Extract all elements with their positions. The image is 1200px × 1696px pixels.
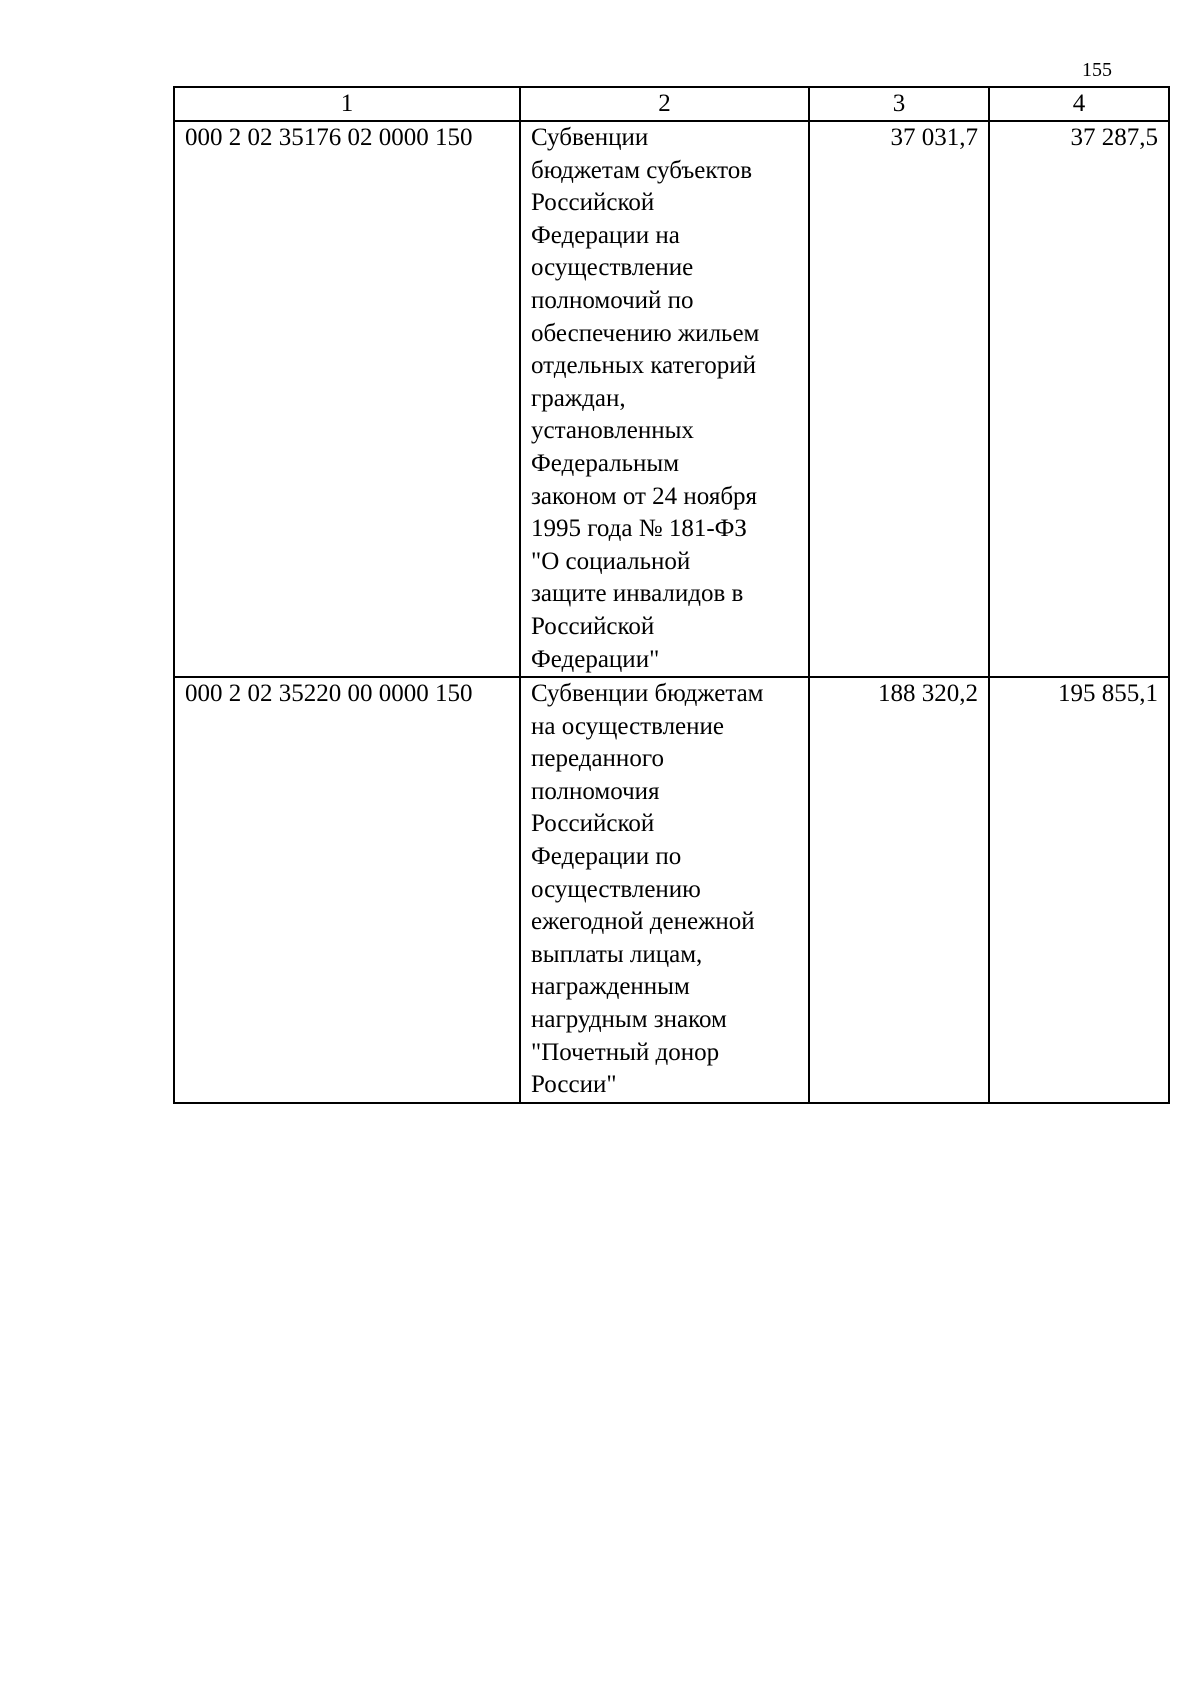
budget-code-cell: 000 2 02 35220 00 0000 150 <box>174 677 520 1103</box>
column-header-4: 4 <box>989 87 1169 121</box>
table-row <box>174 677 1169 1103</box>
description-line: Российской <box>531 810 655 838</box>
description-line: Федерации на <box>531 221 680 249</box>
description-line: нагрудным знаком <box>531 1006 727 1034</box>
description-line: ежегодной денежной <box>531 908 755 936</box>
description-cell <box>520 121 809 677</box>
description-line: на осуществление <box>531 712 725 740</box>
description-line: 1995 года № 181-ФЗ <box>531 515 747 543</box>
value-cell-col4: 37 287,5 <box>989 121 1169 677</box>
description-line: Субвенции <box>531 124 649 151</box>
description-line: законом от 24 ноября <box>531 482 758 510</box>
table-row <box>174 121 1169 677</box>
page-number: 155 <box>1082 59 1112 81</box>
value-cell-col4: 195 855,1 <box>989 677 1169 1103</box>
description-line: Федерации по <box>531 843 682 871</box>
description-line: Федеральным <box>531 449 680 477</box>
description-line: бюджетам субъектов <box>531 156 753 184</box>
column-header-2: 2 <box>520 87 809 121</box>
description-line: установленных <box>531 417 694 445</box>
description-line: граждан, <box>531 384 626 412</box>
description-line: Российской <box>531 189 655 217</box>
description-line: Российской <box>531 612 655 640</box>
budget-table <box>173 86 1170 1104</box>
description-line: Субвенции бюджетам <box>531 680 764 708</box>
description-line: выплаты лицам, <box>531 940 703 968</box>
description-cell <box>520 677 809 1103</box>
description-line: обеспечению жильем <box>531 319 760 347</box>
description-line: России" <box>531 1071 617 1099</box>
column-header-3: 3 <box>809 87 989 121</box>
description-line: переданного <box>531 745 664 773</box>
description-line: "Почетный донор <box>531 1038 720 1066</box>
description-line: полномочий по <box>531 286 694 314</box>
description-line: награжденным <box>531 973 690 1001</box>
budget-code-cell: 000 2 02 35176 02 0000 150 <box>174 121 520 677</box>
description-line: отдельных категорий <box>531 352 757 380</box>
description-line: "О социальной <box>531 547 691 575</box>
description-line: полномочия <box>531 777 660 805</box>
table-header-row <box>174 87 1169 121</box>
description-line: Федерации" <box>531 645 660 673</box>
description-line: защите инвалидов в <box>531 580 744 608</box>
description-line: осуществление <box>531 254 694 282</box>
column-header-1: 1 <box>174 87 520 121</box>
value-cell-col3: 188 320,2 <box>809 677 989 1103</box>
description-line: осуществлению <box>531 875 701 903</box>
value-cell-col3: 37 031,7 <box>809 121 989 677</box>
